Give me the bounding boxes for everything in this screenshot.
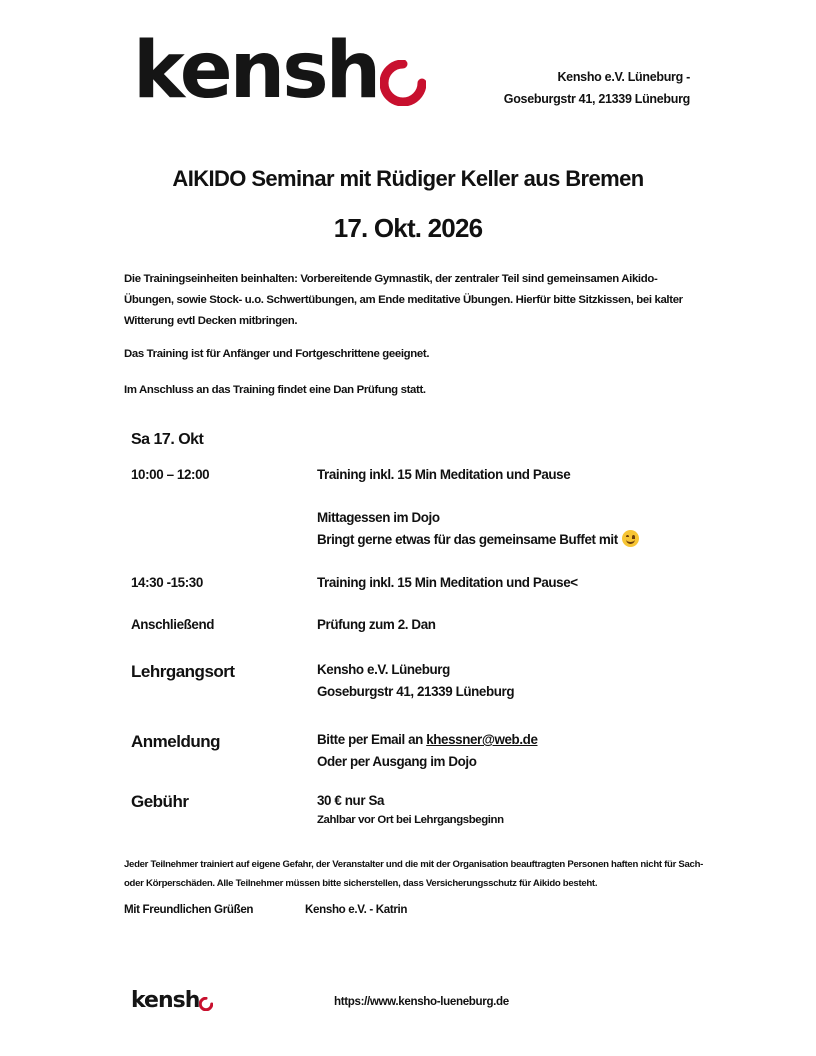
location-value: [317, 659, 514, 703]
exam-note-paragraph: Im Anschluss an das Training findet eine Dan Prüfung statt.: [124, 384, 426, 396]
footer-logo-wordmark: kensh: [131, 988, 200, 1013]
registration-line-1: [317, 729, 538, 751]
footer-website-link[interactable]: https://www.kensho-lueneburg.de: [334, 995, 509, 1008]
seminar-date: 17. Okt. 2026: [333, 213, 483, 243]
address-line-1: Kensho e.V. Lüneburg -: [557, 70, 690, 84]
address-line-2: Goseburgstr 41, 21339 Lüneburg: [503, 92, 690, 106]
registration-value: [317, 729, 538, 773]
location-line-1: Kensho e.V. Lüneburg: [317, 662, 450, 677]
closing-signature: Kensho e.V. - Katrin: [305, 903, 408, 916]
location-label: Lehrgangsort: [131, 662, 235, 681]
schedule-text-4: Prüfung zum 2. Dan: [317, 617, 436, 632]
location-line-2: Goseburgstr 41, 21339 Lüneburg: [317, 684, 515, 699]
schedule-time-1: 10:00 – 12:00: [131, 467, 210, 482]
intro-paragraph: Die Trainingseinheiten beinhalten: Vorbereitende Gymnastik, der zentraler Teil sind gemeinsamen Aikido-Übungen, sowie Stock- u.o. Schwertübungen, am Ende meditative Übungen. Hierfür bitte Sitzkissen, bei kalter Witterung evtl Decken mitbringen.: [124, 273, 683, 327]
smiling-face-icon: [622, 530, 639, 547]
schedule-text-1: Training inkl. 15 Min Meditation und Pause: [317, 467, 571, 482]
fee-label: Gebühr: [131, 792, 189, 811]
registration-email-link[interactable]: khessner@web.de: [426, 732, 538, 747]
logo-wordmark: kensh: [133, 26, 379, 116]
registration-line-2: Oder per Ausgang im Dojo: [317, 754, 477, 769]
seminar-title: AIKIDO Seminar mit Rüdiger Keller aus Bremen: [172, 166, 644, 191]
schedule-buffet-line: [317, 529, 639, 551]
schedule-lunch: [317, 507, 639, 551]
footer-logo-o-swirl-icon: [199, 997, 213, 1011]
suitability-paragraph: Das Training ist für Anfänger und Fortgeschrittene geeignet.: [124, 348, 430, 360]
footer-kensho-logo: [131, 990, 213, 1012]
kensho-logo: [133, 26, 426, 116]
schedule-text-2: Mittagessen im Dojo: [317, 510, 440, 525]
registration-label: Anmeldung: [131, 732, 220, 751]
closing-regards: Mit Freundlichen Grüßen: [124, 903, 254, 916]
header-address: [504, 66, 690, 110]
fee-line-1: 30 € nur Sa: [317, 793, 385, 808]
schedule-text-3: Training inkl. 15 Min Meditation und Pause<: [317, 575, 578, 590]
schedule-time-4: Anschließend: [131, 617, 214, 632]
liability-disclaimer: Jeder Teilnehmer trainiert auf eigene Gefahr, der Veranstalter und die mit der Organisation beauftragten Personen haften nicht für Sach- oder Körperschäden. Alle Teilnehmer müssen bitte sicherstellen, dass Versicherungsschutz für Aikido besteht.: [124, 859, 704, 889]
fee-line-2: Zahlbar vor Ort bei Lehrgangsbeginn: [317, 814, 504, 826]
schedule-day: Sa 17. Okt: [131, 431, 204, 448]
registration-prefix: Bitte per Email an: [317, 732, 427, 747]
logo-o-swirl-icon: [380, 60, 426, 106]
schedule-text-2b: Bringt gerne etwas für das gemeinsame Buffet mit: [317, 532, 618, 547]
schedule-time-3: 14:30 -15:30: [131, 575, 203, 590]
fee-value: [317, 790, 504, 828]
